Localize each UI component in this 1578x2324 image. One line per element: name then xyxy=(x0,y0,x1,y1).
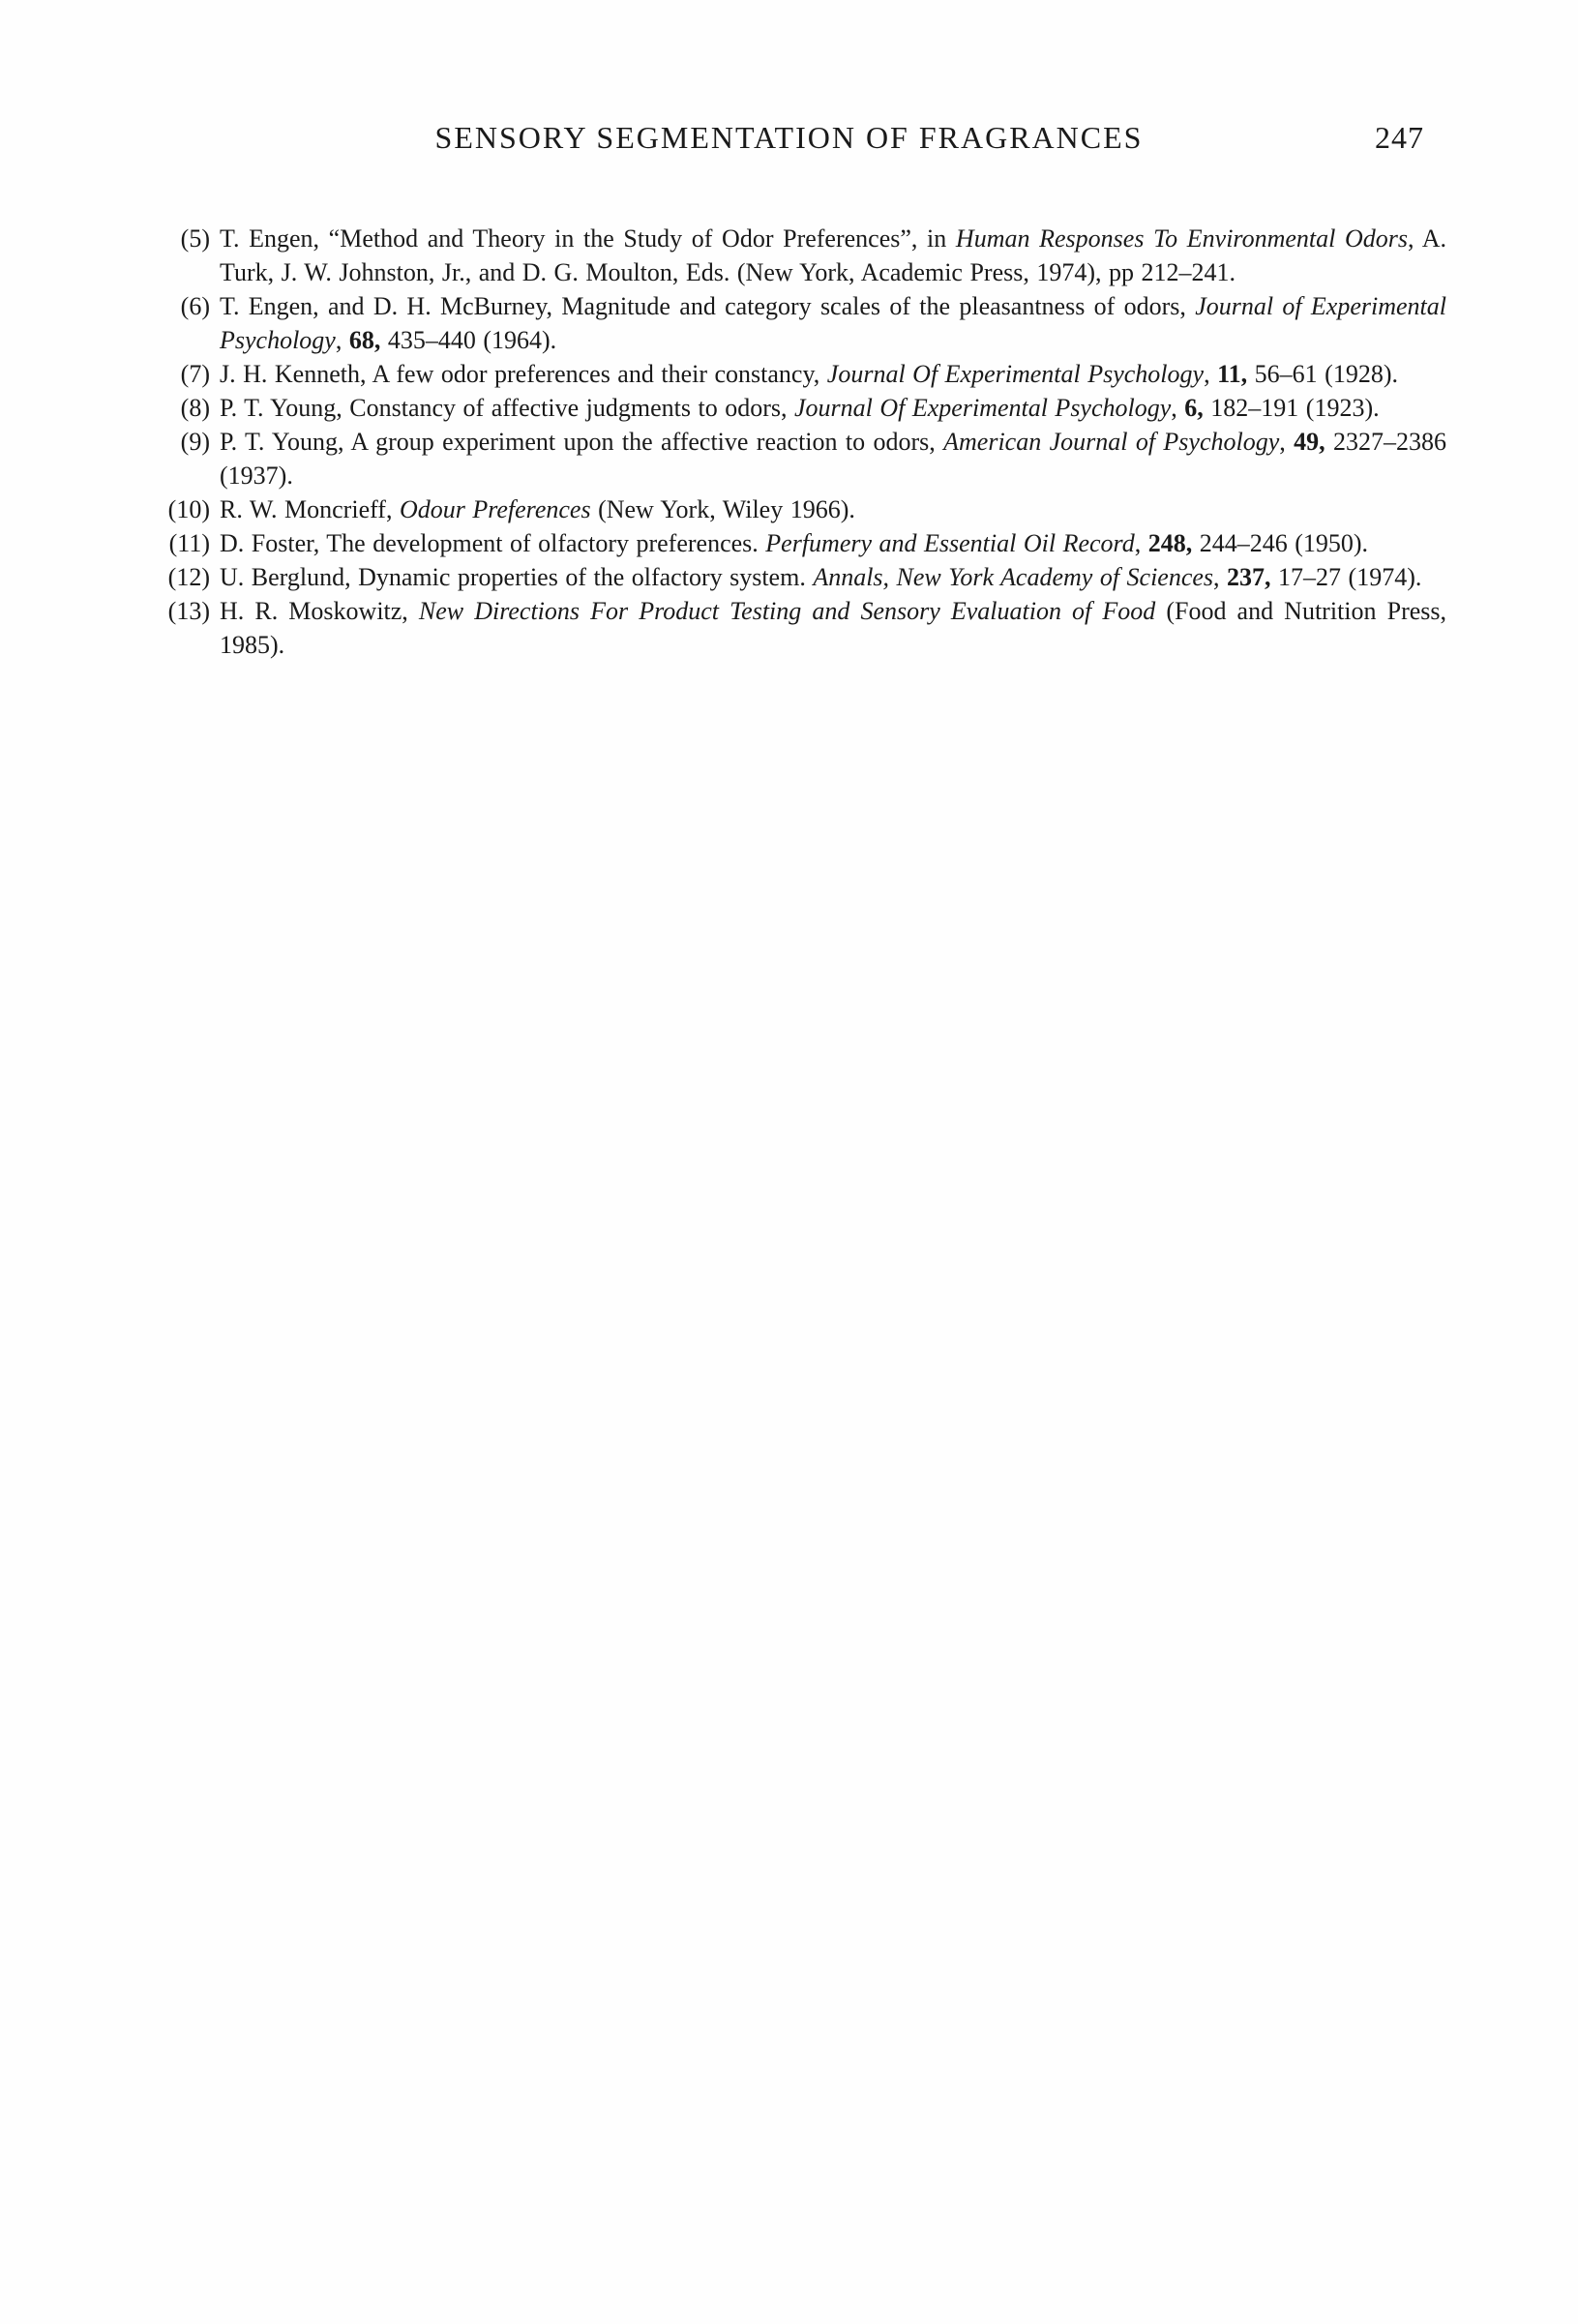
reference-number: (6) xyxy=(180,292,210,320)
running-title: SENSORY SEGMENTATION OF FRAGRANCES xyxy=(434,120,1144,155)
reference-text: D. Foster, The development of olfactory preferences. Perfumery and Essential Oil Record, 248, 244–246 (1950). xyxy=(220,529,1369,557)
reference-item xyxy=(164,391,1446,425)
reference-item xyxy=(164,560,1446,594)
reference-item xyxy=(164,492,1446,526)
reference-item xyxy=(164,289,1446,357)
reference-number: (13) xyxy=(167,597,210,625)
reference-number: (11) xyxy=(168,529,210,557)
reference-text: H. R. Moskowitz, New Directions For Product Testing and Sensory Evaluation of Food (Food and Nutrition Press, 1985). xyxy=(220,597,1446,659)
reference-text: T. Engen, and D. H. McBurney, Magnitude and category scales of the pleasantness of odors, Journal of Experimental Psychology, 68, 435–440 (1964). xyxy=(220,292,1446,354)
reference-number: (10) xyxy=(167,495,210,523)
reference-text: T. Engen, “Method and Theory in the Study of Odor Preferences”, in Human Responses To Environmental Odors, A. Turk, J. W. Johnston, Jr., and D. G. Moulton, Eds. (New York, Academic Press, 1974), pp 212–241. xyxy=(220,224,1446,286)
reference-text: R. W. Moncrieff, Odour Preferences (New York, Wiley 1966). xyxy=(220,495,855,523)
reference-text: J. H. Kenneth, A few odor preferences and their constancy, Journal Of Experimental Psychology, 11, 56–61 (1928). xyxy=(220,360,1398,388)
reference-text: P. T. Young, A group experiment upon the affective reaction to odors, American Journal of Psychology, 49, 2327–2386 (1937). xyxy=(220,428,1447,490)
reference-number: (8) xyxy=(180,394,210,422)
page-number: 247 xyxy=(1375,120,1424,155)
reference-text: P. T. Young, Constancy of affective judgments to odors, Journal Of Experimental Psychology, 6, 182–191 (1923). xyxy=(220,394,1380,422)
reference-item xyxy=(164,425,1446,492)
reference-item xyxy=(164,357,1446,391)
reference-text: U. Berglund, Dynamic properties of the olfactory system. Annals, New York Academy of Sciences, 237, 17–27 (1974). xyxy=(220,563,1422,591)
reference-item xyxy=(164,594,1446,662)
reference-number: (7) xyxy=(180,360,210,388)
reference-item xyxy=(164,526,1446,560)
reference-number: (9) xyxy=(180,428,210,456)
page-header xyxy=(0,120,1578,155)
references-list xyxy=(164,222,1446,662)
reference-number: (12) xyxy=(167,563,210,591)
reference-item xyxy=(164,222,1446,289)
reference-number: (5) xyxy=(180,224,210,253)
